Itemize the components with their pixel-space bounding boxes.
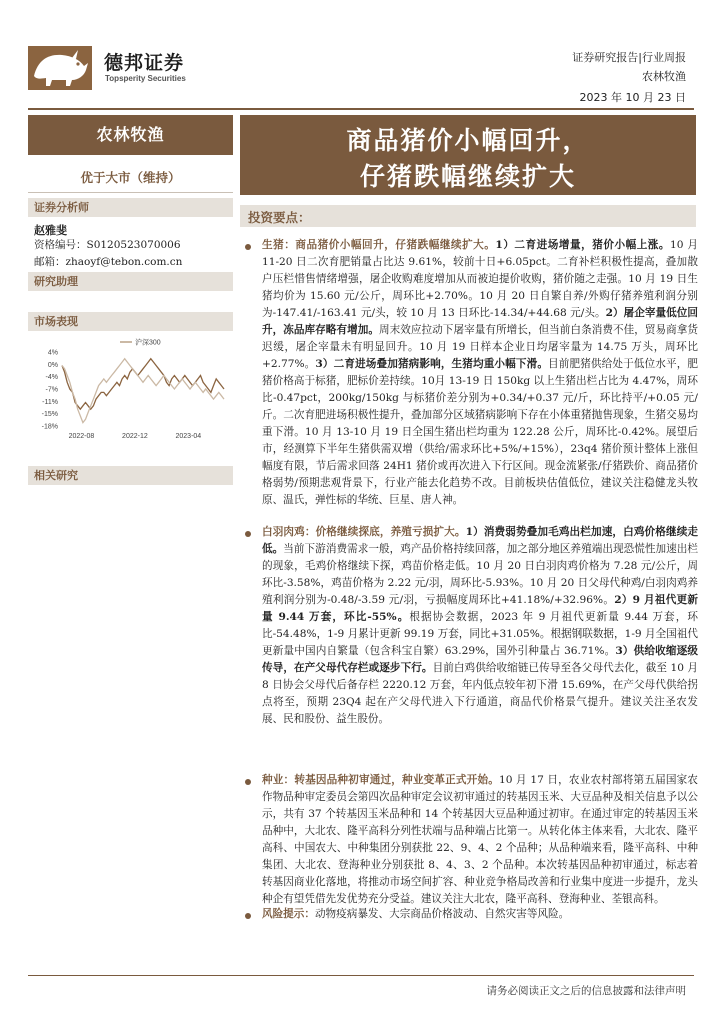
seed-lead: 种业：转基因品种初审通过，种业变革正式开始。 xyxy=(262,774,499,786)
y-tick-label: -18% xyxy=(41,423,58,431)
y-axis-ticks xyxy=(42,350,58,431)
chart-legend xyxy=(120,338,161,347)
related-header: 相关研究 xyxy=(28,466,233,485)
bullet-risk xyxy=(245,913,251,919)
logo-name-cn: 德邦证券 xyxy=(104,52,185,74)
title-line-1: 商品猪价小幅回升， xyxy=(346,126,590,155)
seed-text: 10 月 17 日，农业农村部将第五届国家农作物品种审定委员会第四次品种审定会议初审通过的转基因玉米、大豆品种及相关信息予以公示，共有 37 个转基因玉米品种和 14 个转基因大豆品种通过初审。在通过审定的转基因玉米品种中，大北农、隆平高科分列性状端与品种端占比第一。从转化体主体来看，大北农、隆平高科、中国农大、中种集团分别获批 22、9、4、2 个品种；从品种端来看，隆平高科、中种集团、大北农、登海种业分别获批 8、4、3、2 个品种。本次转基因品种初审通过，标志着转基因商业化落地，将推动市场空间扩容、种业竞争格局改善和行业集中度进一步提升，龙头种企有望凭借先发优势充分受益。建议关注大北农，隆平高科、登海种业、荃银高科。 xyxy=(262,774,699,905)
risk-lead: 风险提示： xyxy=(262,908,315,920)
bullet-pig xyxy=(245,244,251,250)
analyst-cert: 资格编号：S0120523070006 xyxy=(34,239,181,251)
x-tick-label: 2022-12 xyxy=(122,433,148,440)
header-divider xyxy=(28,108,694,110)
header-sector: 农林牧渔 xyxy=(642,70,686,83)
pig-lead: 生猪：商品猪价小幅回升，仔猪跌幅继续扩大。 xyxy=(262,239,496,251)
y-tick-label: -11% xyxy=(42,398,58,406)
y-tick-label: -15% xyxy=(41,411,58,419)
bull-logo-icon xyxy=(28,46,92,90)
pig-point-1: 10 月 11-20 日二次育肥销量占比达 9.61%，较前十日+6.05pct。二育补栏积极性提高，叠加散户压栏惜售情绪增强，屠企收购难度增加从而被迫提价收购，猪价随之走强。10 月 19 日生猪均价为 15.60 元/公斤，周环比+2.70%。10 月 20 日自繁自养/外购仔猪养殖利润分别为-147.41/-163.41 元/头，较 10 月 13 日环比-14.34/+44.68 元/头。 xyxy=(262,239,699,319)
analyst-email[interactable]: 邮箱：zhaoyf@tebon.com.cn xyxy=(34,256,183,268)
key-points-header xyxy=(240,205,696,227)
footer-divider xyxy=(28,975,694,976)
pig-point-3-title: 3）二育进场叠加猪病影响，生猪均重小幅下滑。 xyxy=(315,358,549,370)
paragraph-chicken xyxy=(262,524,698,728)
paragraph-seed xyxy=(262,772,698,908)
chicken-point-2: 根据协会数据，2023 年 9 月祖代更新量 9.44 万套，环比-54.48%，1-9 月累计更新 99.19 万套，同比+31.05%。根据钢联数据，1-9 月全国祖代更新量中国内自繁量（包含科宝自繁）63.29%，国外引种量占 36.71%。 xyxy=(262,611,699,657)
rating: 优于大市（维持） xyxy=(80,170,181,185)
x-tick-label: 2023-04 xyxy=(175,433,202,440)
bullet-seed xyxy=(245,779,251,785)
pig-point-1-title: 1）二育进场增量，猪价小幅上涨。 xyxy=(495,239,671,251)
chicken-point-3-title: 3）供给收缩逐级传导，在产父母代存栏或逐步下行。 xyxy=(262,645,698,674)
x-tick-label: 2022-08 xyxy=(68,433,95,440)
chicken-point-3: 目前白鸡供给收缩链已传导至各父母代去化，截至 10 月 8 日协会父母代后备存栏 2220.12 万套，年内低点较年初下滑 15.69%，在产父母代供给拐点将至，预期 23Q4 起在产父母代进入下行通道，商品代价格景气提升。建议关注圣农发展、民和股份、益生股份。 xyxy=(262,662,699,725)
analyst-header: 证券分析师 xyxy=(28,198,233,217)
y-tick-label: -4% xyxy=(45,374,58,382)
chicken-point-2-title: 2）9 月祖代更新量 9.44 万套，环比-55%。 xyxy=(262,594,698,623)
logo-name-en: Topsperity Securities xyxy=(105,74,186,83)
x-axis-ticks xyxy=(69,433,202,440)
y-tick-label: -7% xyxy=(45,386,58,394)
report-title xyxy=(240,115,696,195)
sector-box: 农林牧渔 xyxy=(28,115,233,155)
legend-label: 沪深300 xyxy=(135,339,161,347)
bullet-chicken xyxy=(245,531,251,537)
key-points-title: 投资要点： xyxy=(248,210,311,225)
company-logo xyxy=(28,44,198,92)
report-type: 证券研究报告|行业周报 xyxy=(572,51,686,64)
y-tick-label: 0% xyxy=(47,361,58,369)
y-tick-label: 4% xyxy=(47,349,58,357)
risk-text: 动物疫病暴发、大宗商品价格波动、自然灾害等风险。 xyxy=(314,908,570,920)
title-line-2: 仔猪跌幅继续扩大 xyxy=(359,162,576,191)
chicken-point-1: 当前下游消费需求一般，鸡产品价格持续回落，加之部分地区养殖端出现恐慌性加速出栏的现象，毛鸡价格继续下探，鸡苗价格走低。10 月 20 日白羽肉鸡价格为 7.28 元/公斤，周环比-3.58%，鸡苗价格为 2.22 元/羽，周环比-5.93%。10 月 20 日父母代种鸡/白羽肉鸡养殖利润分别为-0.48/-3.59 元/羽，亏损幅度周环比+41.18%/+32.96%。 xyxy=(262,543,699,606)
chicken-point-1-title: 1）消费弱势叠加毛鸡出栏加速，白鸡价格继续走低。 xyxy=(262,526,699,555)
pig-point-3: 目前肥猪供给处于低位水平，肥猪价格高于标猪，肥标价差持续。10月 13-19 日 150kg 以上生猪出栏占比为 4.47%，周环比-0.47pct，200kg/150kg 与标猪价差分别为+0.34/+0.37 元/斤，环比持平/+0.05 元/斤。二次育肥进场积极性提升，叠加部分区域猪病影响下存在小体重猪抛售现象，生猪交易均重下滑。10 月 13-10 月 19 日全国生猪出栏均重为 122.28 公斤，周环比-0.42%。展望后市，经测算下半年生猪供需双增（供给/需求环比+5%/+15%），23q4 猪价预计整体上涨但幅度有限，节后需求回落 24H1 猪价或再次进入下行区间。现金流紧张/仔猪跌价、商品猪价格弱势/预期悲观背景下，行业产能去化趋势不改。目前板块估值低位，建议关注稳健龙头牧原、温氏，弹性标的华统、巨星、唐人神。 xyxy=(262,358,699,506)
footer-disclaimer: 请务必阅读正文之后的信息披露和法律声明 xyxy=(486,985,686,997)
market-performance-chart xyxy=(28,336,233,446)
left-divider xyxy=(28,192,233,193)
pig-point-2: 周末效应拉动下屠宰量有所增长，但当前白条消费不佳，贸易商拿货迟缓，屠企宰量未有明显回升。10 月 19 日样本企业日均屠宰量为 14.75 万头，周环比+2.77%。 xyxy=(262,324,699,370)
report-date: 2023 年 10 月 23 日 xyxy=(579,91,686,104)
paragraph-pig xyxy=(262,237,698,509)
pig-point-2-title: 2）屠企宰量低位回升，冻品库存略有增加。 xyxy=(262,307,698,336)
market-header: 市场表现 xyxy=(28,312,233,331)
assistant-header: 研究助理 xyxy=(28,272,233,291)
chicken-lead: 白羽肉鸡：价格继续探底，养殖亏损扩大。 xyxy=(262,526,466,538)
chart-lines xyxy=(62,359,224,423)
analyst-name: 赵雅斐 xyxy=(34,224,67,237)
series-line xyxy=(62,359,224,410)
paragraph-risk xyxy=(262,906,698,923)
